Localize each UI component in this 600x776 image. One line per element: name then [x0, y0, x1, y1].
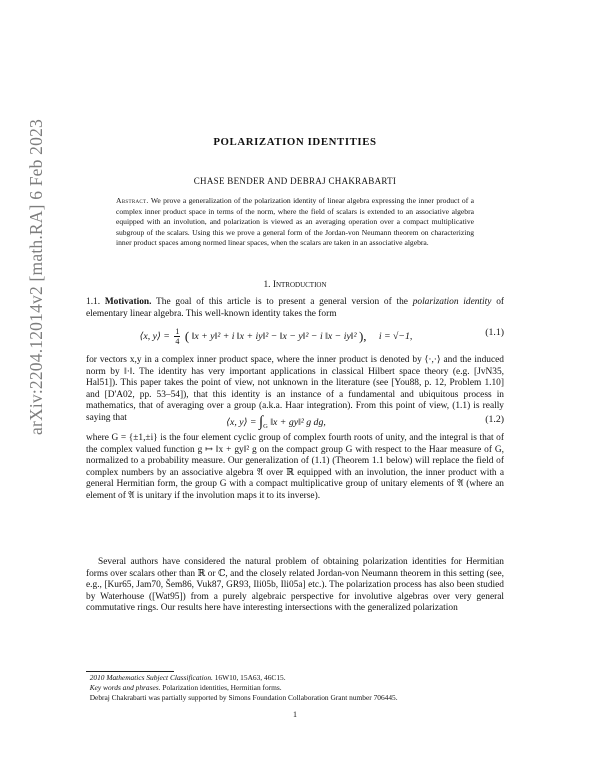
section-title: Introduction	[272, 280, 327, 290]
paragraph-text: of elementary linear algebra. This well-known identity takes the form	[86, 297, 504, 319]
paragraph-prior-work: Several authors have considered the natural problem of obtaining polarization identities for Hermitian forms over scalars other than ℝ or ℂ, and the closely related Jordan-von Neumann theorem in this setting (see, e.g., [Kur65, Jam70, Šem86, Vuk87, GR93, Ili05b, Ili05a] etc.). The polarization process has also been studied by Waterhouse ([Wat95]) from a purely algebraic perspective for involutive algebras over very general commutative rings. Our results here have interesting intersections with the generalized polarization	[86, 557, 504, 614]
footnote-keywords-text: Polarization identities, Hermitian forms.	[162, 683, 282, 692]
fraction-numerator: 1	[175, 327, 180, 336]
abstract-heading: Abstract.	[116, 196, 149, 205]
abstract	[116, 196, 474, 249]
equation-expression: ‖x + y‖² + i ‖x + iy‖² − ‖x − y‖² − i ‖x − iy‖²	[191, 330, 357, 342]
paragraph-text: The goal of this article is to present a general version of the	[156, 297, 408, 307]
equation-expression: ‖x + gy‖² g dg,	[270, 416, 326, 428]
footnote-funding	[86, 693, 504, 703]
subsection-heading: Motivation.	[104, 297, 152, 307]
integral-icon: ∫	[258, 414, 264, 430]
footnote-rule	[86, 671, 174, 672]
right-paren-icon: ),	[358, 328, 367, 344]
paragraph-inner-product: for vectors x,y in a complex inner product space, where the inner product is denoted by ⟨·,·⟩ and the induced norm by ‖·‖. The identity has very important applications in classical Hilbert space theory (e.g. [JvN35, Hal51]). This paper takes the point of view, not unknown in the literature (see [You88, p. 12, Problem 1.10] and [D'A02, pp. 53–54]), that this identity is an instance of a fundamental and ubiquitous process in mathematics, that of averaging over a group (a.k.a. Haar integration). From this point of view, (1.1) is really saying that	[86, 355, 504, 423]
subsection-label: 1.1.	[86, 297, 101, 307]
page-number: 1	[293, 710, 297, 719]
paragraph-group-averaging: where G = {±1,±i} is the four element cyclic group of complex fourth roots of unity, and the integral is that of the complex valued function g ↦ ‖x + gy‖² g on the compact group G with respect to the Haar measure of G, normalized to a probability measure. Our generalization of (1.1) (Theorem 1.1 below) will replace the field of complex numbers by an associative algebra 𝔄 over ℝ equipped with an involution, the inner product with a general Hermitian form, the group G with a compact multiplicative group of unitary elements of 𝔄 (where an element of 𝔄 is unitary if the involution maps it to its inverse).	[86, 433, 504, 501]
section-heading	[86, 280, 504, 290]
equation-body	[106, 327, 446, 346]
footnote-msc	[86, 673, 504, 683]
paper-authors: CHASE BENDER AND DEBRAJ CHAKRABARTI	[193, 176, 397, 186]
equation-number: (1.1)	[485, 327, 504, 338]
equation-lhs: ⟨x, y⟩ =	[226, 416, 257, 428]
equation-condition: i = √−1,	[378, 330, 413, 342]
abstract-text: We prove a generalization of the polarization identity of linear algebra expressing the inner product of a complex inner product space in terms of the norm, where the field of scalars is extended to an associative algebra equipped with an involution, and polarization is viewed as an averaging operation over a compact multiplicative subgroup of the scalars. Using this we prove a general form of the Jordan-von Neumann theorem on characterizing inner product spaces among normed linear spaces, when the scalars are taken in an associative algebra.	[116, 196, 475, 248]
equation-lhs: ⟨x, y⟩ =	[139, 330, 170, 342]
section-number: 1.	[263, 280, 271, 290]
equation-1-2	[86, 410, 504, 434]
footnote-keywords	[86, 683, 504, 693]
integral-subscript: G	[263, 422, 268, 430]
fraction	[174, 327, 180, 346]
arxiv-identifier-stamp: arXiv:2204.12014v2 [math.RA] 6 Feb 2023	[26, 119, 46, 435]
equation-number: (1.2)	[485, 414, 504, 425]
footnote-msc-text: 16W10, 15A63, 46C15.	[214, 673, 286, 682]
paper-title: POLARIZATION IDENTITIES	[213, 136, 377, 148]
paragraph-motivation	[86, 297, 504, 320]
emphasized-term: polarization identity	[412, 297, 492, 307]
footnote-keywords-label: Key words and phrases.	[89, 683, 161, 692]
footnote-msc-label: 2010 Mathematics Subject Classification.	[89, 673, 213, 682]
footnote-funding-text: Debraj Chakrabarti was partially supported by Simons Foundation Collaboration Grant number 706445.	[89, 693, 398, 702]
equation-body	[106, 414, 446, 431]
left-paren-icon: (	[184, 328, 190, 344]
equation-1-1	[86, 323, 504, 347]
fraction-denominator: 4	[175, 337, 180, 346]
